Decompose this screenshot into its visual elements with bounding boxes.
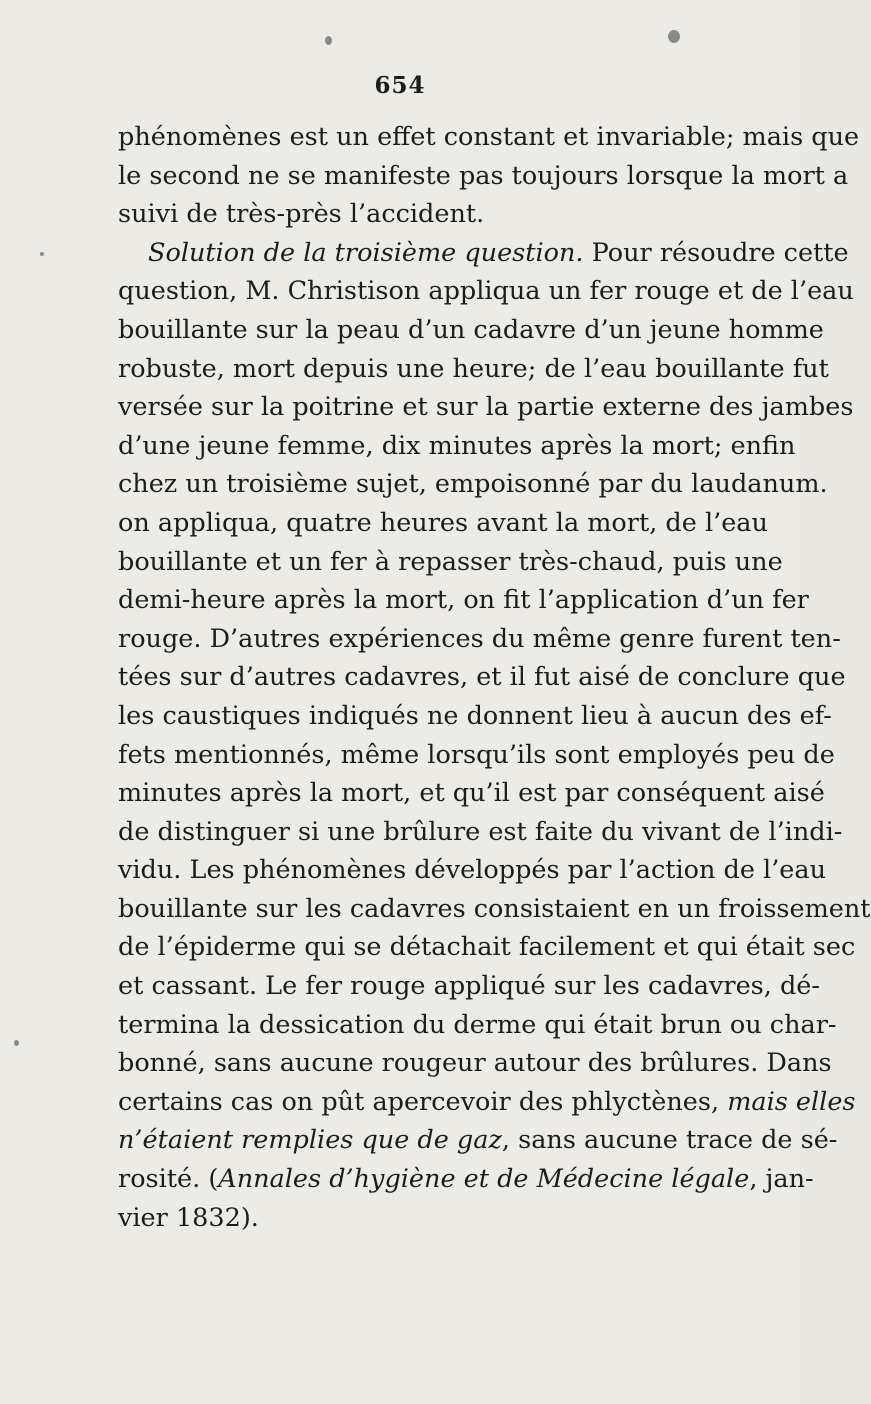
text-line <box>118 1006 837 1045</box>
italic-text: Annales d’hygiène et de Médecine légale <box>218 1164 750 1195</box>
text-line <box>118 890 871 929</box>
italic-text: mais elles <box>727 1086 856 1117</box>
italic-text: n’étaient remplies que de gaz <box>118 1125 502 1156</box>
body-text-run: robuste, mort depuis une heure; de l’eau bouillante fut <box>118 353 829 384</box>
text-line <box>118 157 849 196</box>
text-line <box>118 851 827 890</box>
text-line <box>118 1160 814 1199</box>
body-text-run: bonné, sans aucune rougeur autour des brûlures. Dans <box>118 1048 832 1079</box>
body-text-run: versée sur la poitrine et sur la partie externe des jambes <box>118 392 854 423</box>
text-line <box>118 311 824 350</box>
body-text-run: et cassant. Le fer rouge appliqué sur les cadavres, dé- <box>118 971 820 1002</box>
body-text-run: vier 1832). <box>118 1202 259 1233</box>
body-text-run: termina la dessication du derme qui était brun ou char- <box>118 1009 837 1040</box>
body-text-run: de l’épiderme qui se détachait facilement et qui était sec <box>118 932 856 963</box>
body-text-run: demi-heure après la mort, on fit l’application d’un fer <box>118 585 809 616</box>
text-line <box>118 465 828 504</box>
body-text-run: fets mentionnés, même lorsqu’ils sont employés peu de <box>118 739 835 770</box>
body-text-run: rouge. D’autres expériences du même genre furent ten- <box>118 623 841 654</box>
text-line <box>118 543 783 582</box>
text-line <box>118 272 854 311</box>
body-text-run: de distinguer si une brûlure est faite du vivant de l’indi- <box>118 816 843 847</box>
ink-speck <box>668 30 680 43</box>
body-text-run: Pour résoudre cette <box>583 237 849 268</box>
text-line <box>118 736 835 775</box>
italic-text: Solution de la troisième question. <box>148 237 584 268</box>
body-text-run: on appliqua, quatre heures avant la mort, de l’eau <box>118 507 768 538</box>
body-text-run: , jan- <box>749 1164 814 1195</box>
body-text-run: bouillante sur la peau d’un cadavre d’un jeune homme <box>118 314 824 345</box>
page-number: 654 <box>374 72 426 99</box>
text-line <box>118 774 825 813</box>
body-text-run: certains cas on pût apercevoir des phlyctènes, <box>118 1086 728 1117</box>
body-text-run: minutes après la mort, et qu’il est par conséquent aisé <box>118 778 825 809</box>
text-line <box>118 967 820 1006</box>
text-line <box>118 1199 758 1238</box>
body-text-run: bouillante et un fer à repasser très-chaud, puis une <box>118 546 783 577</box>
text-line <box>118 697 832 736</box>
text-line <box>118 1121 838 1160</box>
ink-speck <box>40 252 44 256</box>
text-line <box>118 234 849 273</box>
text-line <box>118 620 841 659</box>
ink-speck <box>325 36 332 45</box>
body-text-run: d’une jeune femme, dix minutes après la mort; enfin <box>118 430 796 461</box>
text-line <box>118 658 846 697</box>
text-line <box>118 388 854 427</box>
text-line <box>118 928 856 967</box>
text-line <box>118 1044 832 1083</box>
text-line <box>118 427 796 466</box>
body-text-run: suivi de très-près l’accident. <box>118 199 485 230</box>
body-text-run: question, M. Christison appliqua un fer rouge et de l’eau <box>118 276 854 307</box>
text-line <box>118 504 768 543</box>
body-text-run: rosité. ( <box>118 1164 219 1195</box>
body-text-run: bouillante sur les cadavres consistaient en un froissement <box>118 893 871 924</box>
body-text <box>118 118 871 1237</box>
body-text-run: , sans aucune trace de sé- <box>501 1125 838 1156</box>
text-line <box>118 1083 856 1122</box>
ink-speck <box>14 1040 19 1046</box>
text-line <box>118 350 829 389</box>
body-text-run: vidu. Les phénomènes développés par l’action de l’eau <box>118 855 827 886</box>
text-line <box>118 118 860 157</box>
body-text-run: phénomènes est un effet constant et invariable; mais que <box>118 122 860 152</box>
body-text-run: chez un troisième sujet, empoisonné par du laudanum. <box>118 469 828 500</box>
text-line <box>118 813 843 852</box>
text-line <box>118 195 758 234</box>
body-text-run: tées sur d’autres cadavres, et il fut aisé de conclure que <box>118 662 846 693</box>
body-text-run: le second ne se manifeste pas toujours lorsque la mort a <box>118 160 849 191</box>
text-line <box>118 581 809 620</box>
body-text-run: les caustiques indiqués ne donnent lieu à aucun des ef- <box>118 700 832 731</box>
